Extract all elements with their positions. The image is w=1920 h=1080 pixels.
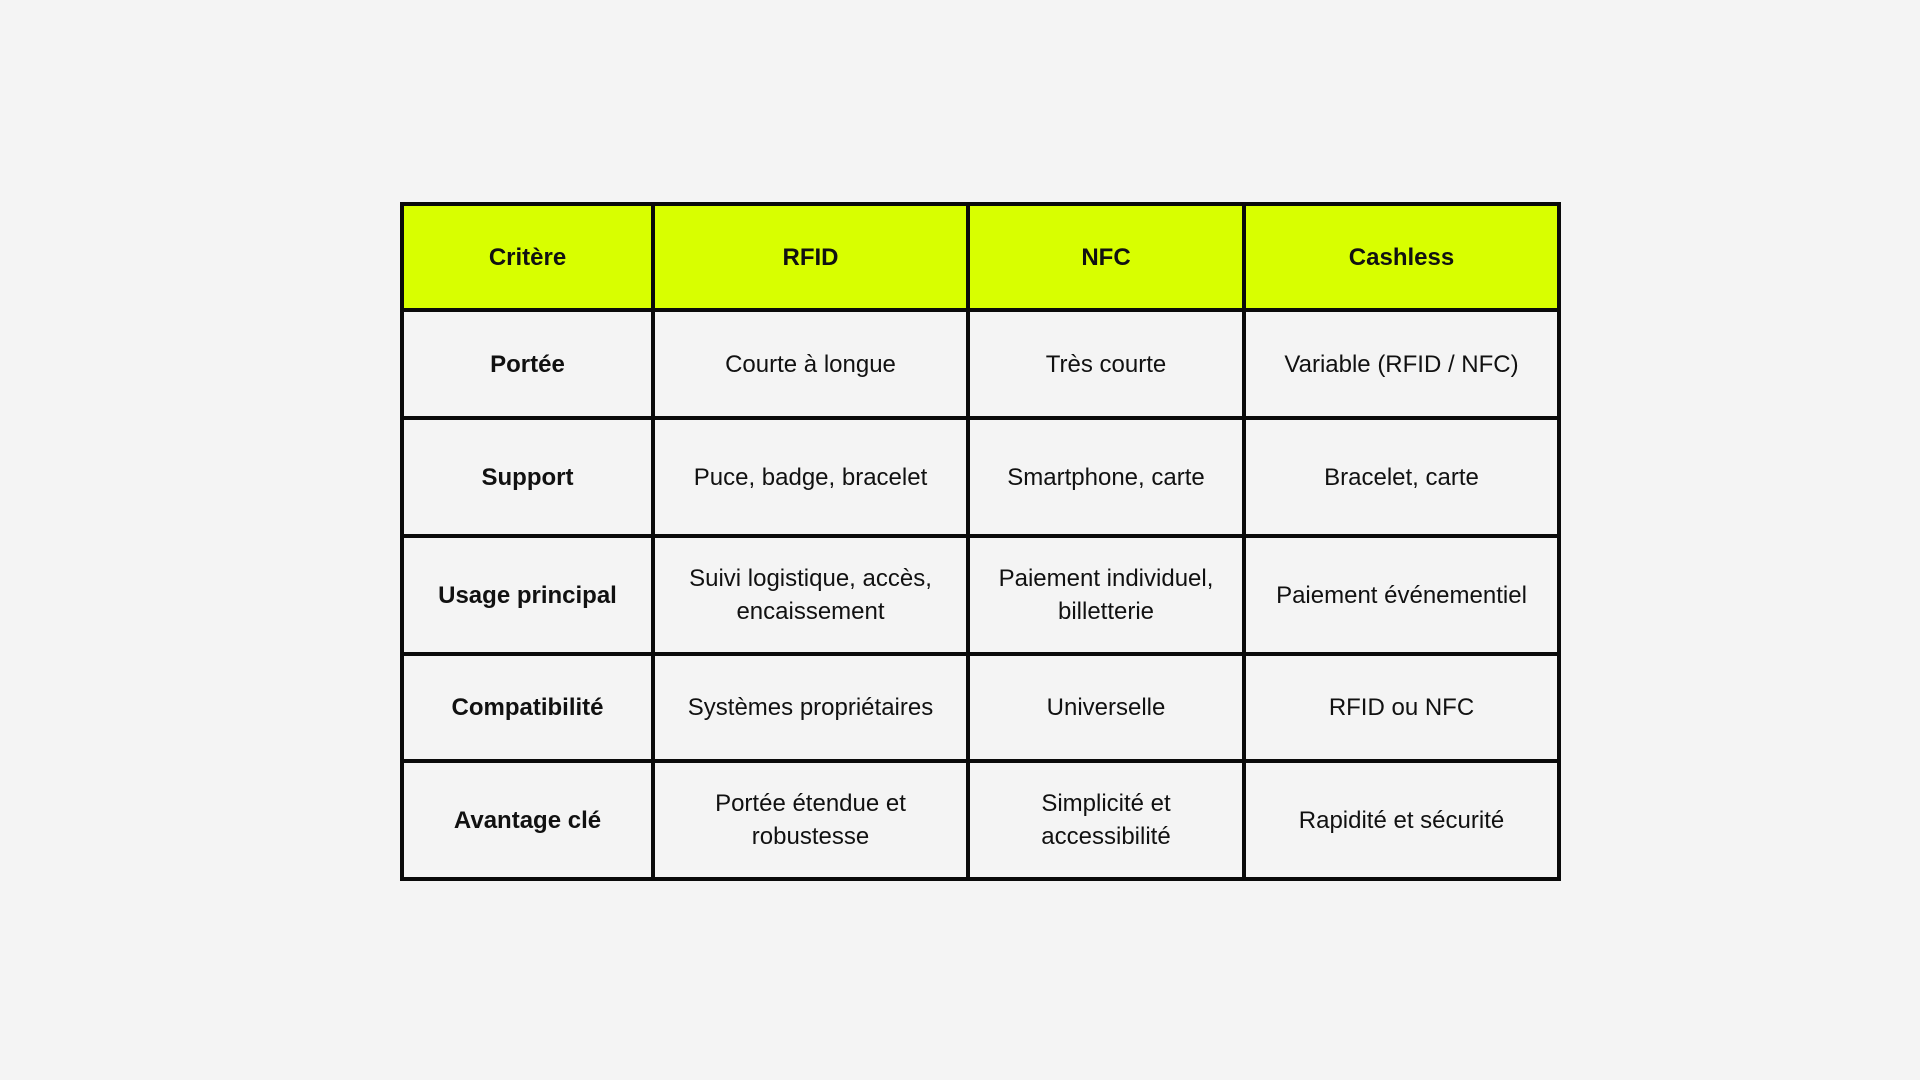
cell-cashless: Paiement événementiel [1244, 536, 1559, 654]
cell-nfc: Paiement individuel, billetterie [968, 536, 1244, 654]
cell-cashless: RFID ou NFC [1244, 654, 1559, 761]
cell-cashless: Rapidité et sécurité [1244, 761, 1559, 879]
row-criterion: Support [402, 418, 653, 536]
table-header [402, 204, 1559, 310]
table-row [402, 654, 1559, 761]
row-criterion: Compatibilité [402, 654, 653, 761]
cell-rfid: Courte à longue [653, 310, 968, 418]
table-row [402, 536, 1559, 654]
cell-rfid: Suivi logistique, accès, encaissement [653, 536, 968, 654]
header-criterion: Critère [402, 204, 653, 310]
comparison-table [400, 202, 1561, 881]
cell-cashless: Variable (RFID / NFC) [1244, 310, 1559, 418]
header-cashless: Cashless [1244, 204, 1559, 310]
cell-rfid: Puce, badge, bracelet [653, 418, 968, 536]
cell-cashless: Bracelet, carte [1244, 418, 1559, 536]
cell-nfc: Simplicité et accessibilité [968, 761, 1244, 879]
table-row [402, 310, 1559, 418]
cell-nfc: Smartphone, carte [968, 418, 1244, 536]
cell-rfid: Portée étendue et robustesse [653, 761, 968, 879]
row-criterion: Portée [402, 310, 653, 418]
cell-rfid: Systèmes propriétaires [653, 654, 968, 761]
header-nfc: NFC [968, 204, 1244, 310]
cell-nfc: Universelle [968, 654, 1244, 761]
cell-nfc: Très courte [968, 310, 1244, 418]
table-body [402, 310, 1559, 879]
header-rfid: RFID [653, 204, 968, 310]
row-criterion: Avantage clé [402, 761, 653, 879]
table-row [402, 761, 1559, 879]
table-row [402, 418, 1559, 536]
header-row [402, 204, 1559, 310]
row-criterion: Usage principal [402, 536, 653, 654]
